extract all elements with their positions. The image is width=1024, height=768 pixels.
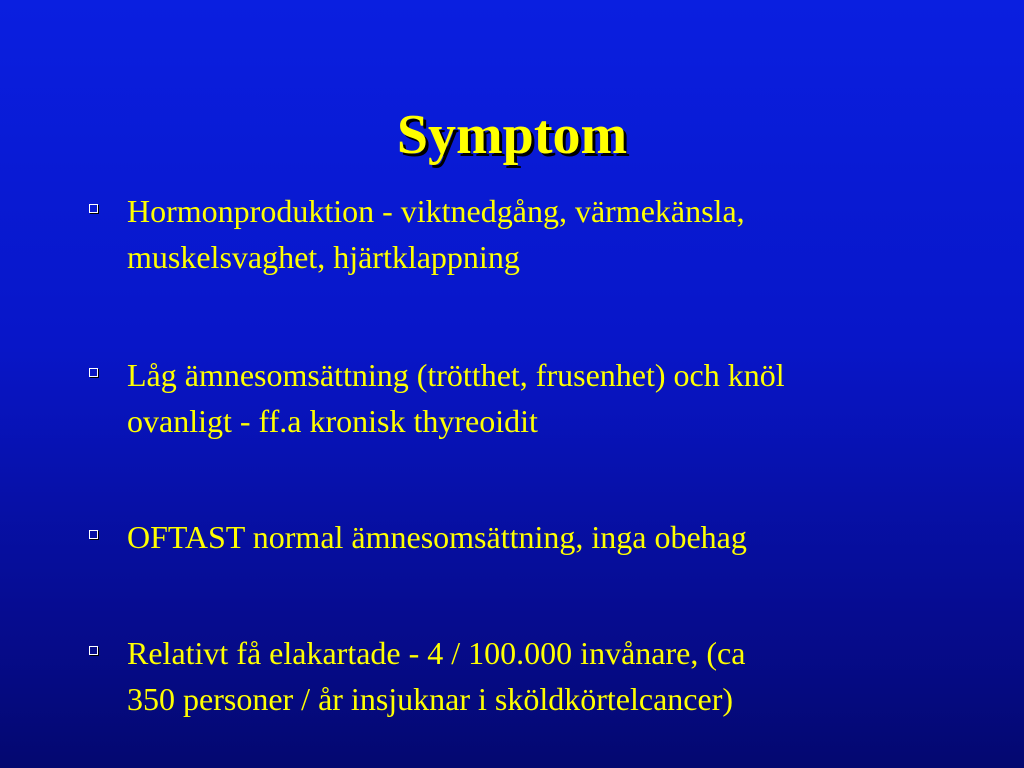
bullet-text: Relativt få elakartade - 4 / 100.000 invånare, (ca 350 personer / år insjuknar i sköldkörtelcancer): [127, 635, 746, 717]
hollow-square-bullet-icon: [89, 646, 98, 655]
hollow-square-bullet-icon: [89, 204, 98, 213]
bullet-text: Låg ämnesomsättning (trötthet, frusenhet) och knöl ovanligt - ff.a kronisk thyreoidit: [127, 357, 785, 439]
slide-title: Symptom: [396, 104, 628, 166]
hollow-square-bullet-icon: [89, 368, 98, 377]
bullet-text: Hormonproduktion - viktnedgång, värmekänsla, muskelsvaghet, hjärtklappning: [127, 193, 745, 275]
hollow-square-bullet-icon: [89, 530, 98, 539]
bullet-text: OFTAST normal ämnesomsättning, inga obehag: [127, 519, 747, 555]
